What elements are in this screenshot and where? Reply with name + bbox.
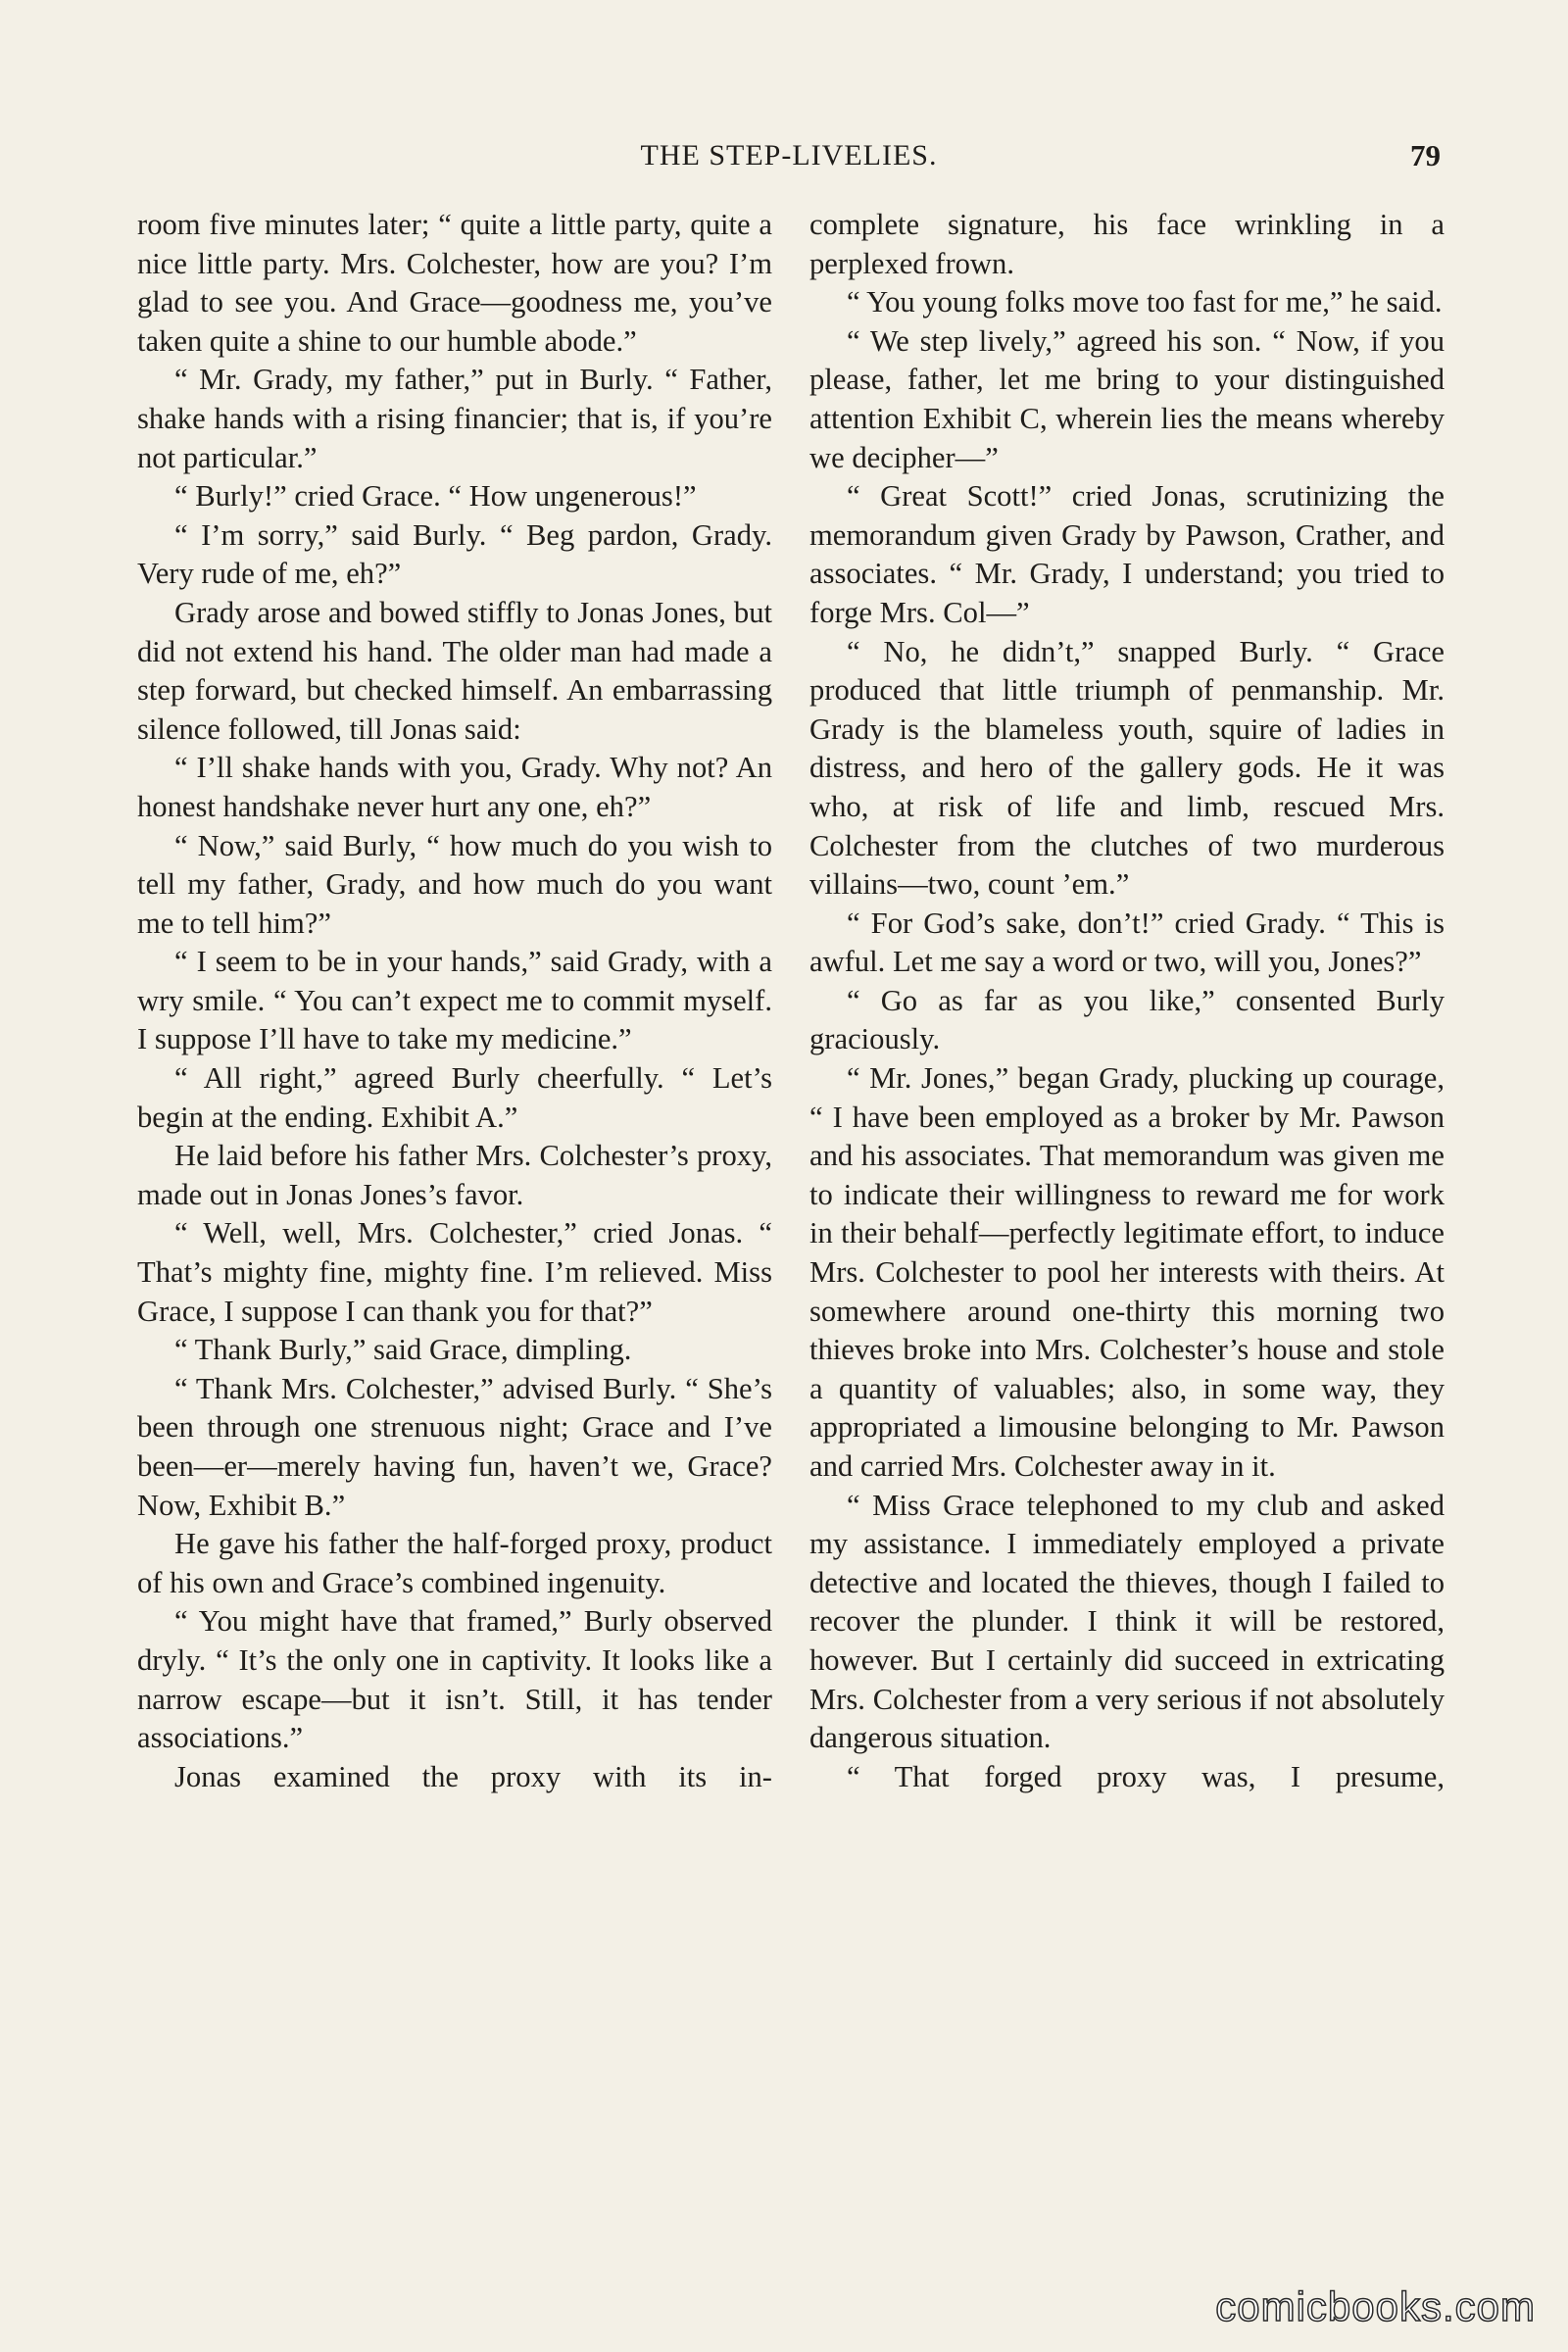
paragraph: He gave his father the half-forged proxy, product of his own and Grace’s combined ingenuity. <box>137 1527 772 1599</box>
paragraph: complete signature, his face wrinkling in a perplexed frown. <box>809 208 1445 280</box>
paragraph: “ Miss Grace telephoned to my club and asked my assistance. I immediately employed a private detective and located the thieves, though I failed to recover the plunder. I think it will be restored, however. But I certainly did succeed in extricating Mrs. Colchester from a very serious if not absolutely dangerous situation. <box>809 1488 1445 1755</box>
paragraph: “ Mr. Jones,” began Grady, plucking up courage, “ I have been employed as a broker by Mr. Pawson and his associates. That memorandum was given me to indicate their willingness to reward me for work in their behalf—perfectly legitimate effort, to induce Mrs. Colchester to pool her interests with theirs. At somewhere around one-thirty this morning two thieves broke into Mrs. Colchester’s house and stole a quantity of valuables; also, in some way, they appropriated a limousine belonging to Mr. Pawson and carried Mrs. Colchester away in it. <box>809 1061 1445 1483</box>
paragraph: “ Well, well, Mrs. Colchester,” cried Jonas. “ That’s mighty fine, mighty fine. I’m relieved. Miss Grace, I suppose I can thank you for that?” <box>137 1216 772 1328</box>
running-title: THE STEP-LIVELIES. <box>640 139 938 172</box>
paragraph: “ You might have that framed,” Burly observed dryly. “ It’s the only one in captivity. It looks like a narrow escape—but it isn’t. Still, it has tender associations.” <box>137 1604 772 1755</box>
paragraph: “ I’ll shake hands with you, Grady. Why not? An honest handshake never hurt any one, eh?” <box>137 751 772 823</box>
paragraph: “ Great Scott!” cried Jonas, scrutinizing the memorandum given Grady by Pawson, Crather, and associates. “ Mr. Grady, I understand; you tried to forge Mrs. Col—” <box>809 479 1445 629</box>
paragraph: “ We step lively,” agreed his son. “ Now, if you please, father, let me bring to your distinguished attention Exhibit C, wherein lies the means whereby we decipher—” <box>809 323 1445 474</box>
paragraph: “ For God’s sake, don’t!” cried Grady. “ This is awful. Let me say a word or two, will you, Jones?” <box>809 906 1445 979</box>
text-column-left <box>137 206 772 1796</box>
paragraph: “ Mr. Grady, my father,” put in Burly. “ Father, shake hands with a rising financier; that is, if you’re not particular.” <box>137 363 772 474</box>
paragraph: “ I seem to be in your hands,” said Grady, with a wry smile. “ You can’t expect me to commit myself. I suppose I’ll have to take my medicine.” <box>137 945 772 1056</box>
running-header <box>137 131 1441 180</box>
paragraph: Jonas examined the proxy with its in- <box>174 1759 772 1793</box>
page-number: 79 <box>1410 138 1441 172</box>
watermark-logo: comicbooks.com <box>1215 2283 1536 2329</box>
paragraph: “ You young folks move too fast for me,” he said. <box>847 285 1443 319</box>
paragraph: “ All right,” agreed Burly cheerfully. “ Let’s begin at the ending. Exhibit A.” <box>137 1061 772 1134</box>
paragraph: “ Thank Burly,” said Grace, dimpling. <box>174 1333 632 1367</box>
text-column-right <box>809 206 1445 1796</box>
paragraph: “ No, he didn’t,” snapped Burly. “ Grace produced that little triumph of penmanship. Mr. Grady is the blameless youth, squire of ladies in distress, and hero of the gallery gods. He it was who, at risk of life and limb, rescued Mrs. Colchester from the clutches of two murderous villains—two, count ’em.” <box>809 634 1445 902</box>
paragraph: “ Burly!” cried Grace. “ How ungenerous!” <box>174 479 697 514</box>
paragraph: “ That forged proxy was, I presume, <box>847 1759 1445 1793</box>
paragraph: “ Now,” said Burly, “ how much do you wish to tell my father, Grady, and how much do you want me to tell him?” <box>137 828 772 940</box>
paragraph: room five minutes later; “ quite a little party, quite a nice little party. Mrs. Colchester, how are you? I’m glad to see you. And Grace—goodness me, you’ve taken quite a shine to our humble abode.” <box>137 208 772 358</box>
paragraph: “ I’m sorry,” said Burly. “ Beg pardon, Grady. Very rude of me, eh?” <box>137 517 772 591</box>
paragraph: Grady arose and bowed stiffly to Jonas Jones, but did not extend his hand. The older man had made a step forward, but checked himself. An embarrassing silence followed, till Jonas said: <box>137 595 772 746</box>
paragraph: He laid before his father Mrs. Colchester’s proxy, made out in Jonas Jones’s favor. <box>137 1139 772 1211</box>
paragraph: “ Thank Mrs. Colchester,” advised Burly. “ She’s been through one strenuous night; Grace and I’ve been—er—merely having fun, haven’t we, Grace? Now, Exhibit B.” <box>137 1371 772 1522</box>
paragraph: “ Go as far as you like,” consented Burly graciously. <box>809 983 1445 1056</box>
